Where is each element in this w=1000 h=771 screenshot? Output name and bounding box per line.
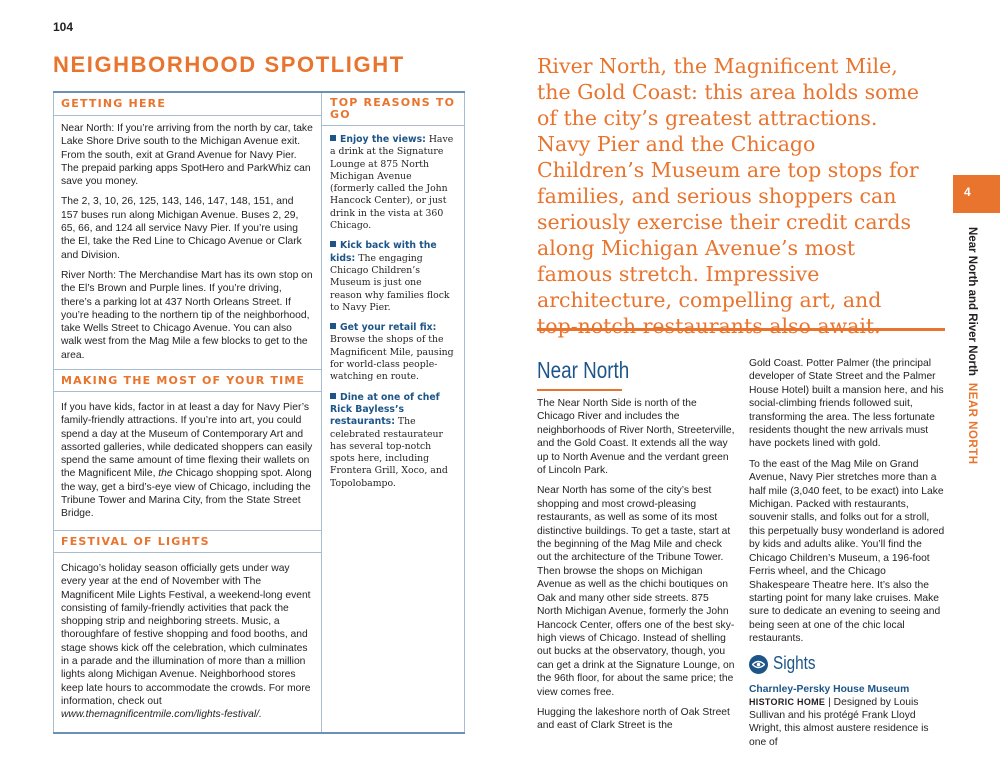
getting-here-paragraph: River North: The Merchandise Mart has its own stop on the El’s Brown and Purple lines. If you’re driving, there’s a parking lot at 437 North Orleans Street. If you’re heading to the northern tip of the neighborhood, take Wells Street to Chicago Avenue. You can also walk west from the Mag Mile a few blocks to get to the area. — [61, 269, 313, 361]
getting-here-paragraph: Near North: If you’re arriving from the north by car, take Lake Shore Drive south to the Michigan Avenue exit. From the south, exit at Grand Avenue for Navy Pier. The prepaid parking apps SpotHero and ParkWhiz can save you money. — [61, 123, 313, 188]
making-most-body — [53, 392, 321, 530]
sight-name: Charnley-Persky House Museum — [749, 683, 910, 695]
near-north-heading: Near North — [537, 357, 630, 383]
sights-header — [749, 653, 948, 681]
eye-icon — [749, 655, 768, 674]
intro-rule — [537, 328, 945, 331]
festival-text: Chicago’s holiday season officially gets under way every year at the end of November with The Magnificent Mile Lights Festival, a weekend-long event consisting of family-friendly activities that pack the shopping strip and neighboring streets. Music, a thoroughfare of festive shopping and food booths, and stage shows kick off the celebration, which culminates in a parade and the illumination of more than a million lights along Michigan Avenue. Neighborhood stores keep late hours to accommodate the crowds. For more information, check out www.themagnificentmile.com/lights-festival/. — [61, 563, 311, 721]
reason-item: Kick back with the kids: The engaging Chicago Children’s Museum is just one reason why families flock to Navy Pier. — [330, 240, 450, 313]
body-paragraph: Near North has some of the city’s best shopping and most crowd-pleasing restaurants, as well as some of its most distinctive buildings. To get a taste, start at the beginning of the Mag Mile and check out the architecture of the Tribune Tower. Then browse the shops on Michigan Avenue as well as the chichi boutiques on Oak and many other side streets. 875 North Michigan Avenue, formerly the John Hancock Center, offers one of the best sky-high views of Chicago. Instead of shelling out bucks at the observatory, though, you can get a drink at the Signature Lounge, on the 96th floor, for about the same price; the view comes free. — [537, 485, 735, 698]
festival-section — [53, 530, 321, 735]
body-paragraph: To the east of the Mag Mile on Grand Avenue, Navy Pier stretches more than a half mile (3,040 feet, to be exact) into Lake Michigan. Packed with restaurants, souvenir stalls, and folks out for a stroll, this perpetually busy wonderland is adored by kids and adults alike. You’ll find the Chicago Children’s Museum, a 196-foot Ferris wheel, and the Chicago Shakespeare Theatre here. It’s also the starting point for many lake cruises. Make sure to dedicate an evening to seeing and being seen at one of the chic local restaurants. — [749, 458, 945, 645]
body-paragraph: Gold Coast. Potter Palmer (the principal developer of State Street and the Palmer House Hotel) built a mansion here, and his social-climbing friends followed suit, transforming the area. The less fortunate residents thought the new arrivals must have pockets lined with gold. — [749, 358, 944, 450]
sidebar-box — [53, 91, 465, 734]
festival-body — [53, 553, 321, 735]
making-most-heading: MAKING THE MOST OF YOUR TIME — [53, 369, 321, 392]
bullet-square-icon — [330, 135, 336, 141]
body-paragraph: The Near North Side is north of the Chicago River and includes the neighborhoods of River North, Streeterville, and the Gold Coast. It extends all the way up to North Avenue and the verdant green of Lincoln Park. — [537, 398, 735, 477]
main-column-2 — [749, 357, 948, 749]
bullet-square-icon — [330, 241, 336, 247]
festival-link[interactable]: www.themagnificentmile.com/lights-festival/. — [61, 709, 262, 721]
getting-here-section — [53, 93, 321, 369]
top-reasons-heading: TOP REASONS TO GO — [322, 97, 464, 126]
sidebar-left-column — [53, 93, 321, 735]
reason-item: Enjoy the views: Have a drink at the Signature Lounge at 875 North Michigan Avenue (formerly called the John Hancock Center), or just drink in the vista at 360 Chicago. — [330, 134, 454, 232]
page-number: 104 — [53, 20, 74, 34]
bullet-square-icon — [330, 393, 336, 399]
main-column-1 — [537, 397, 736, 740]
right-rule — [464, 93, 465, 732]
heading-rule — [537, 389, 622, 391]
intro-paragraph: River North, the Magnificent Mile, the Gold Coast: this area holds some of the city’s greatest attractions. Navy Pier and the Chicago Children’s Museum are top stops for families, and serious shoppers can seriously exercise their credit cards along Michigan Avenue’s most famous stretch. Impressive architecture, compelling art, and top-notch restaurants also await. — [537, 54, 920, 338]
making-most-text: If you have kids, factor in at least a day for Navy Pier’s family-friendly attractions. If you’re into art, you could spend a day at the Museum of Contemporary Art and assorted galleries, while dedicated shoppers can easily spend the same amount of time flexing their wallets on the Magnificent Mile, the Chicago shopping spot. Along the way, get a bird’s-eye view of Chicago, including the Tribune Tower and Marina City, from the State Street Bridge. — [61, 402, 313, 520]
reason-item: Dine at one of chef Rick Bayless’s restaurants: The celebrated restaurateur has several top-notch spots here, including Frontera Grill, Xoco, and Topolobampo. — [330, 391, 448, 489]
getting-here-heading: GETTING HERE — [53, 93, 321, 116]
body-paragraph: Hugging the lakeshore north of Oak Street and east of Clark Street is the — [537, 706, 730, 732]
festival-heading: FESTIVAL OF LIGHTS — [53, 530, 321, 553]
top-reasons-column — [322, 93, 464, 502]
sights-heading: Sights — [773, 652, 816, 673]
chapter-running-head: Near North and River NorthNEAR NORTH — [966, 227, 978, 465]
chapter-tab: 4 — [953, 175, 1000, 213]
getting-here-body — [53, 116, 321, 369]
bullet-square-icon — [330, 323, 336, 329]
making-most-section — [53, 369, 321, 530]
sight-description: HISTORIC HOME | Designed by Louis Sullivan and his protégé Frank Lloyd Wright, this almost austere residence is one of — [749, 696, 929, 748]
spotlight-title: NEIGHBORHOOD SPOTLIGHT — [53, 52, 405, 77]
getting-here-paragraph: The 2, 3, 10, 26, 125, 143, 146, 147, 148, 151, and 157 buses run along Michigan Avenue. Buses 2, 29, 65, 66, and 124 all service Navy Pier. If you’re using the El, take the Red Line to Chicago Avenue or Clark and Division. — [61, 196, 302, 261]
reason-item: Get your retail fix: Browse the shops of the Magnificent Mile, pausing for world-class people-watching en route. — [330, 322, 454, 383]
